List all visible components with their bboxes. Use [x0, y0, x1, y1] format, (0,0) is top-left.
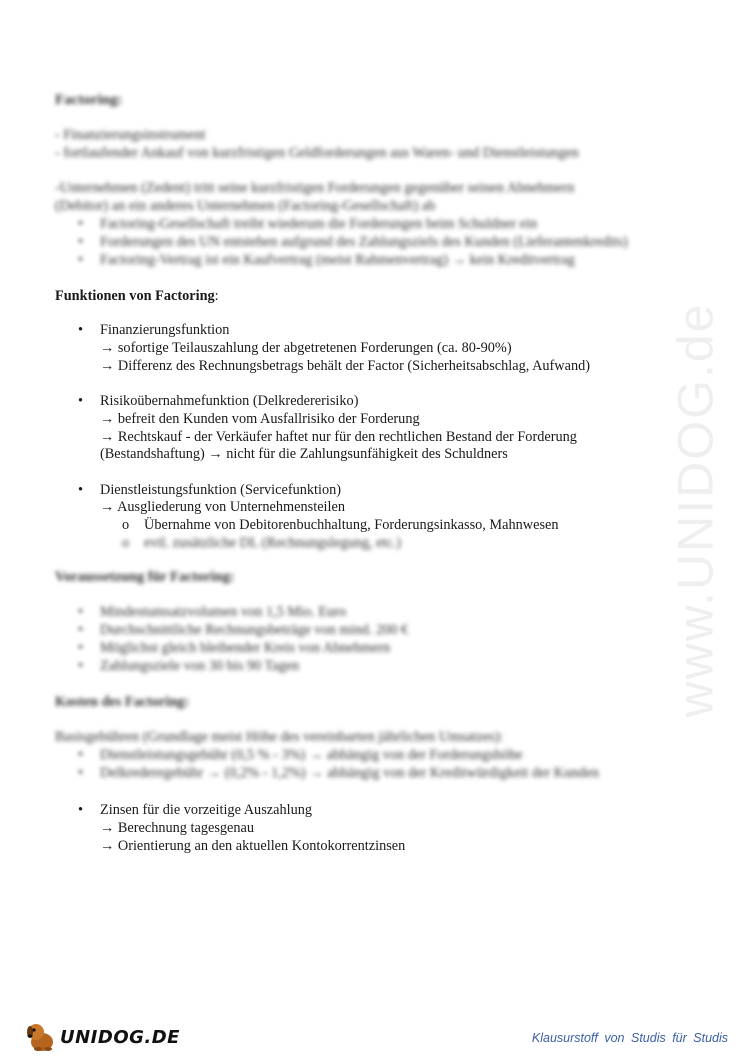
function-title: Risikoübernahmefunktion (Delkredererisiko)	[100, 393, 359, 409]
bullet-dot: •	[78, 622, 84, 638]
function-detail: (Bestandshaftung) → nicht für die Zahlungsunfähigkeit des Schuldners	[100, 446, 508, 462]
bullet-dot: •	[78, 765, 84, 781]
costs-heading: Kosten des Factoring:	[55, 694, 190, 710]
function-sub-detail: Übernahme von Debitorenbuchhaltung, Forderungsinkasso, Mahnwesen	[144, 517, 559, 533]
intro-item: - Finanzierungsinstrument	[55, 127, 206, 143]
heading-factoring: Factoring:	[55, 92, 123, 108]
functions-heading-colon: :	[214, 288, 219, 304]
function-title: Dienstleistungsfunktion (Servicefunktion)	[100, 482, 342, 498]
prereq-heading: Voraussetzung für Factoring:	[55, 569, 235, 585]
sub-bullet: o	[122, 535, 130, 551]
prereq-bullet: Zahlungsziele von 30 bis 90 Tagen	[100, 658, 300, 674]
intro-bullet: Factoring-Vertrag ist ein Kaufvertrag (meist Rahmenvertrag) → kein Kreditvertrag	[100, 252, 575, 268]
function-detail: → befreit den Kunden vom Ausfallrisiko der Forderung	[100, 411, 420, 427]
prereq-bullet: Durchschnittliche Rechnungsbeträge von mind. 200 €	[100, 622, 409, 638]
functions-heading-line	[55, 288, 219, 305]
function-detail: → Ausgliederung von Unternehmensteilen	[100, 499, 345, 515]
watermark: www.UNIDOG.de	[667, 302, 723, 718]
bullet-dot: •	[78, 252, 84, 268]
footer-tagline: Klausurstoff von Studis für Studis	[531, 1031, 728, 1045]
bullet-dot: •	[78, 747, 84, 763]
intro-item: - fortlaufender Ankauf von kurzfristigen Geldforderungen aus Waren- und Dienstleistungen	[55, 145, 579, 161]
interest-detail: → Orientierung an den aktuellen Kontokorrentzinsen	[100, 838, 406, 854]
prereq-bullet: Möglichst gleich bleibender Kreis von Abnehmern	[100, 640, 391, 656]
costs-bullet: Dienstleistungsgebühr (0,5 % - 3%) → abhängig von der Forderungshöhe	[100, 747, 523, 763]
dog-icon	[24, 1020, 58, 1054]
bullet-dot: •	[78, 216, 84, 232]
intro-bullet: Factoring-Gesellschaft treibt wiederum die Forderungen beim Schuldner ein	[100, 216, 538, 232]
footer-logo	[24, 1020, 180, 1054]
sub-bullet: o	[122, 517, 130, 533]
bullet-dot: •	[78, 482, 84, 498]
intro-paragraph-line: -Unternehmen (Zedent) tritt seine kurzfristigen Forderungen gegenüber seinen Abnehmern	[55, 180, 575, 196]
bullet-dot: •	[78, 604, 84, 620]
intro-paragraph-line: (Debitor) an ein anderes Unternehmen (Factoring-Gesellschaft) ab	[55, 198, 436, 214]
function-detail: → sofortige Teilauszahlung der abgetretenen Forderungen (ca. 80-90%)	[100, 340, 512, 356]
function-title: Finanzierungsfunktion	[100, 322, 230, 338]
function-detail: → Differenz des Rechnungsbetrags behält der Factor (Sicherheitsabschlag, Aufwand)	[100, 358, 591, 374]
bullet-dot: •	[78, 802, 84, 818]
costs-paragraph: Basisgebühren (Grundlage meist Höhe des vereinbarten jährlichen Umsatzes):	[55, 729, 504, 745]
function-detail: → Rechtskauf - der Verkäufer haftet nur für den rechtlichen Bestand der Forderung	[100, 429, 577, 445]
interest-detail: → Berechnung tagesgenau	[100, 820, 255, 836]
prereq-bullet: Mindestumsatzvolumen von 1,5 Mio. Euro	[100, 604, 347, 620]
interest-title: Zinsen für die vorzeitige Auszahlung	[100, 802, 313, 818]
function-sub-detail: evtl. zusätzliche DL (Rechnungslegung, etc.)	[144, 535, 402, 551]
costs-bullet: Delkrederegebühr → (0,2% - 1,2%) → abhängig von der Kreditwürdigkeit der Kunden	[100, 765, 600, 781]
bullet-dot: •	[78, 322, 84, 338]
functions-heading: Funktionen von Factoring	[55, 288, 215, 304]
bullet-dot: •	[78, 234, 84, 250]
bullet-dot: •	[78, 393, 84, 409]
intro-bullet: Forderungen des UN entstehen aufgrund des Zahlungsziels des Kunden (Lieferantenkredits)	[100, 234, 628, 250]
footer-logo-text: UNIDOG.DE	[60, 1026, 180, 1048]
bullet-dot: •	[78, 640, 84, 656]
bullet-dot: •	[78, 658, 84, 674]
